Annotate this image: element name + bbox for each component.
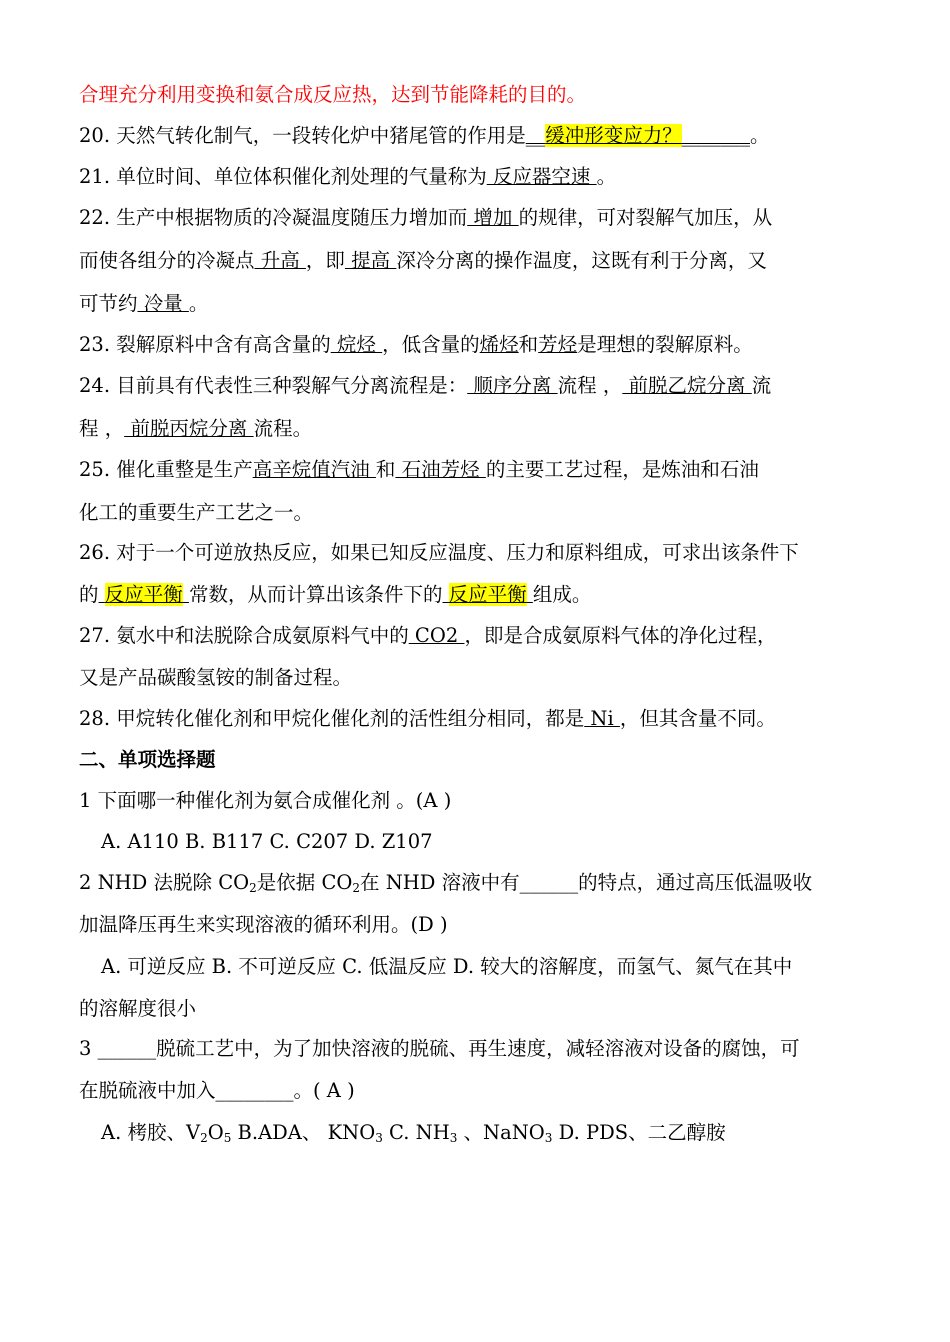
question-24-line1	[79, 373, 879, 399]
mcq-2-options-cont	[79, 996, 879, 1022]
answer: 芳烃	[538, 333, 578, 356]
text: 的主要工艺过程，是炼油和石油	[485, 458, 759, 481]
mcq-3-line2	[79, 1078, 879, 1104]
text: 在脱硫液中加入________。( A )	[79, 1079, 355, 1102]
text: 和	[375, 458, 396, 481]
text: 加温降压再生来实现溶液的循环利用。(D )	[79, 913, 448, 936]
text: 合理充分利用变换和氨合成反应热，达到节能降耗的目的。	[79, 83, 587, 106]
text: 深冷分离的操作温度，这既有利于分离，又	[396, 249, 767, 272]
question-22-line1	[79, 205, 879, 231]
text: 2 NHD 法脱除 CO	[79, 871, 250, 894]
text: 25. 催化重整是生产	[79, 458, 253, 481]
text: 可节约	[79, 292, 138, 315]
text: 22. 生产中根据物质的冷凝温度随压力增加而	[79, 206, 468, 229]
text: 组成。	[532, 583, 592, 606]
subscript: 2	[249, 881, 257, 895]
text: 1 下面哪一种催化剂为氨合成催化剂 。(A )	[79, 789, 452, 812]
text: 21. 单位时间、单位体积催化剂处理的气量称为	[79, 165, 487, 188]
text: ，即	[305, 249, 345, 272]
text: D. PDS、二乙醇胺	[552, 1121, 726, 1144]
text: 的溶解度很小	[79, 997, 197, 1020]
text: 二、单项选择题	[79, 748, 216, 771]
text: 的规律，可对裂解气加压，从	[518, 206, 773, 229]
mcq-2-line1	[79, 870, 879, 896]
answer-highlighted: 反应平衡	[104, 583, 183, 606]
text: 常数，从而计算出该条件下的	[188, 583, 443, 606]
question-23	[79, 332, 879, 358]
subscript: 5	[223, 1131, 232, 1145]
section-heading	[79, 747, 879, 773]
mcq-2-options	[101, 954, 901, 980]
text: B.ADA、 KNO	[231, 1121, 376, 1144]
text: 20. 天然气转化制气，一段转化炉中猪尾管的作用是	[79, 124, 526, 147]
text: ，低含量的	[382, 333, 480, 356]
answer: 烷烃	[330, 333, 383, 356]
text: 。	[596, 165, 617, 188]
question-21	[79, 164, 879, 190]
answer: 前脱乙烷分离	[622, 374, 752, 397]
answer: 顺序分离	[467, 374, 558, 397]
text: 24. 目前具有代表性三种裂解气分离流程是：	[79, 374, 468, 397]
text: ，但其含量不同。	[619, 707, 776, 730]
text: 23. 裂解原料中含有高含量的	[79, 333, 331, 356]
text: 26. 对于一个可逆放热反应，如果已知反应温度、压力和原料组成，可求出该条件下	[79, 541, 799, 564]
answer: 升高	[254, 249, 306, 272]
answer: 冷量	[137, 292, 189, 315]
answer: 反应器空速	[486, 165, 597, 188]
answer: 增加	[467, 206, 519, 229]
question-25-line2	[79, 500, 879, 526]
text: 化工的重要生产工艺之一。	[79, 501, 314, 524]
subscript: 2	[200, 1131, 208, 1145]
mcq-1	[79, 788, 879, 814]
text: 。	[749, 124, 770, 147]
answer: 石油芳烃	[395, 458, 486, 481]
text: 。	[188, 292, 209, 315]
text: 、NaNO	[457, 1121, 545, 1144]
question-22-line3	[79, 291, 879, 317]
text: A. 栲胶、V	[101, 1121, 201, 1144]
subscript: 3	[544, 1131, 553, 1145]
text: 而使各组分的冷凝点	[79, 249, 255, 272]
answer: 烯烃	[479, 333, 519, 356]
answer: 前脱丙烷分离	[124, 417, 254, 440]
text: 的	[79, 583, 99, 606]
text: 程 ，	[79, 417, 125, 440]
question-28	[79, 706, 879, 732]
mcq-3-options	[101, 1120, 901, 1146]
text: 28. 甲烷转化催化剂和甲烷化催化剂的活性组分相同，都是	[79, 707, 585, 730]
question-26-line1	[79, 540, 879, 566]
blank: _______	[681, 124, 750, 147]
blank	[442, 583, 448, 606]
subscript: 3	[449, 1131, 458, 1145]
answer: 提高	[344, 249, 397, 272]
subscript: 2	[352, 881, 361, 895]
text: 3 ______脱硫工艺中，为了加快溶液的脱硫、再生速度，减轻溶液对设备的腐蚀，可	[79, 1037, 800, 1060]
question-27-line2	[79, 665, 879, 691]
answer-highlighted: 反应平衡	[448, 583, 527, 606]
text: 流	[751, 374, 772, 397]
text: C. NH	[382, 1121, 450, 1144]
question-22-line2	[79, 248, 879, 274]
text: 和	[518, 333, 539, 356]
text: O	[207, 1121, 224, 1144]
question-25-line1	[79, 457, 879, 483]
blank	[99, 583, 105, 606]
text: A. 可逆反应 B. 不可逆反应 C. 低温反应 D. 较大的溶解度，而氢气、氮气在其中	[101, 955, 793, 978]
text: 在 NHD 溶液中有______的特点，通过高压低温吸收	[360, 871, 813, 894]
text: A. A110 B. B117 C. C207 D. Z107	[101, 830, 433, 853]
text: 27. 氨水中和法脱除合成氨原料气中的	[79, 624, 409, 647]
question-24-line2	[79, 416, 879, 442]
answer: 高辛烷值汽油	[252, 458, 376, 481]
mcq-2-line2	[79, 912, 879, 938]
question-26-line2	[79, 582, 879, 608]
question-27-line1	[79, 623, 879, 649]
mcq-1-options	[101, 829, 901, 855]
text: 流程。	[253, 417, 313, 440]
text: 又是产品碳酸氢铵的制备过程。	[79, 666, 353, 689]
subscript: 3	[375, 1131, 383, 1145]
mcq-3-line1	[79, 1036, 879, 1062]
text: 流程 ，	[557, 374, 623, 397]
text: ，即是合成氨原料气体的净化过程，	[464, 624, 777, 647]
answer: CO2	[408, 624, 465, 647]
answer: Ni	[584, 707, 620, 730]
answer-note-line	[79, 82, 879, 108]
text: 是依据 CO	[256, 871, 353, 894]
blank: __	[525, 124, 546, 147]
question-20	[79, 123, 879, 149]
answer-highlighted: 缓冲形变应力？	[545, 124, 682, 147]
text: 是理想的裂解原料。	[577, 333, 753, 356]
